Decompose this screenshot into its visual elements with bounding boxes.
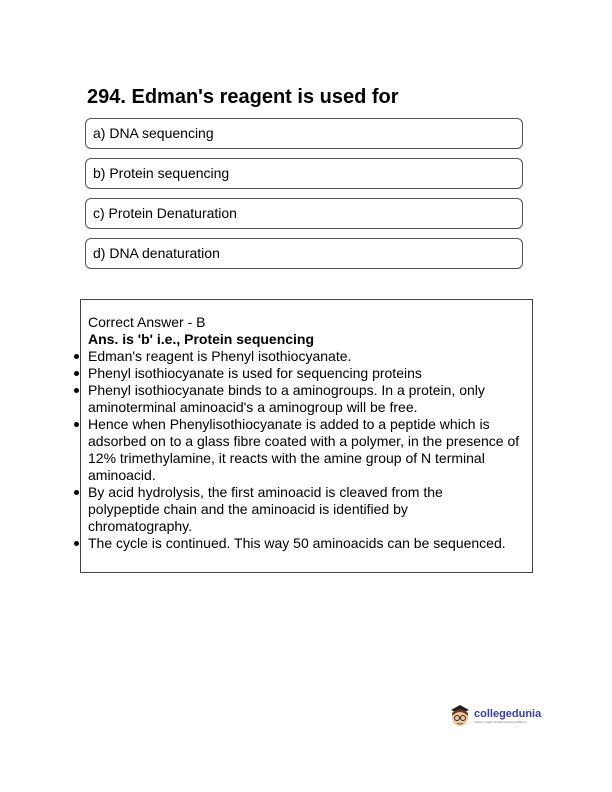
option-b[interactable]: b) Protein sequencing [85, 158, 523, 189]
bullet-icon [74, 422, 79, 427]
list-item: The cycle is continued. This way 50 aminoacids can be sequenced. [88, 535, 528, 552]
mascot-icon [449, 704, 471, 728]
list-item: Edman's reagent is Phenyl isothiocyanate. [88, 348, 528, 365]
question-title: 294. Edman's reagent is used for [87, 86, 399, 108]
explanation-list [88, 348, 528, 552]
bullet-icon [74, 490, 79, 495]
correct-answer: Correct Answer - B [88, 314, 206, 330]
list-item: Hence when Phenylisothiocyanate is added to a peptide which is adsorbed on to a glass fibre coated with a polymer, in the presence of 12% trimethylamine, it reacts with the amine group of N terminal aminoacid. [88, 416, 528, 484]
option-a[interactable]: a) DNA sequencing [85, 118, 523, 149]
bullet-icon [74, 371, 79, 376]
answer-heading: Ans. is 'b' i.e., Protein sequencing [88, 331, 315, 347]
bullet-icon [74, 541, 79, 546]
option-d[interactable]: d) DNA denaturation [85, 238, 523, 269]
logo-tagline: India's Largest Student Review Platform [474, 720, 528, 724]
logo-name: collegedunia [474, 708, 542, 720]
list-item: Phenyl isothiocyanate binds to a aminogroups. In a protein, only aminoterminal aminoacid's a aminogroup will be free. [88, 382, 508, 416]
bullet-icon [74, 388, 79, 393]
option-c[interactable]: c) Protein Denaturation [85, 198, 523, 229]
collegedunia-logo [449, 704, 541, 728]
bullet-icon [74, 354, 79, 359]
list-item: By acid hydrolysis, the first aminoacid is cleaved from the polypeptide chain and the aminoacid is identified by chromatography. [88, 484, 468, 535]
list-item: Phenyl isothiocyanate is used for sequencing proteins [88, 365, 528, 382]
answer-box [80, 299, 533, 573]
